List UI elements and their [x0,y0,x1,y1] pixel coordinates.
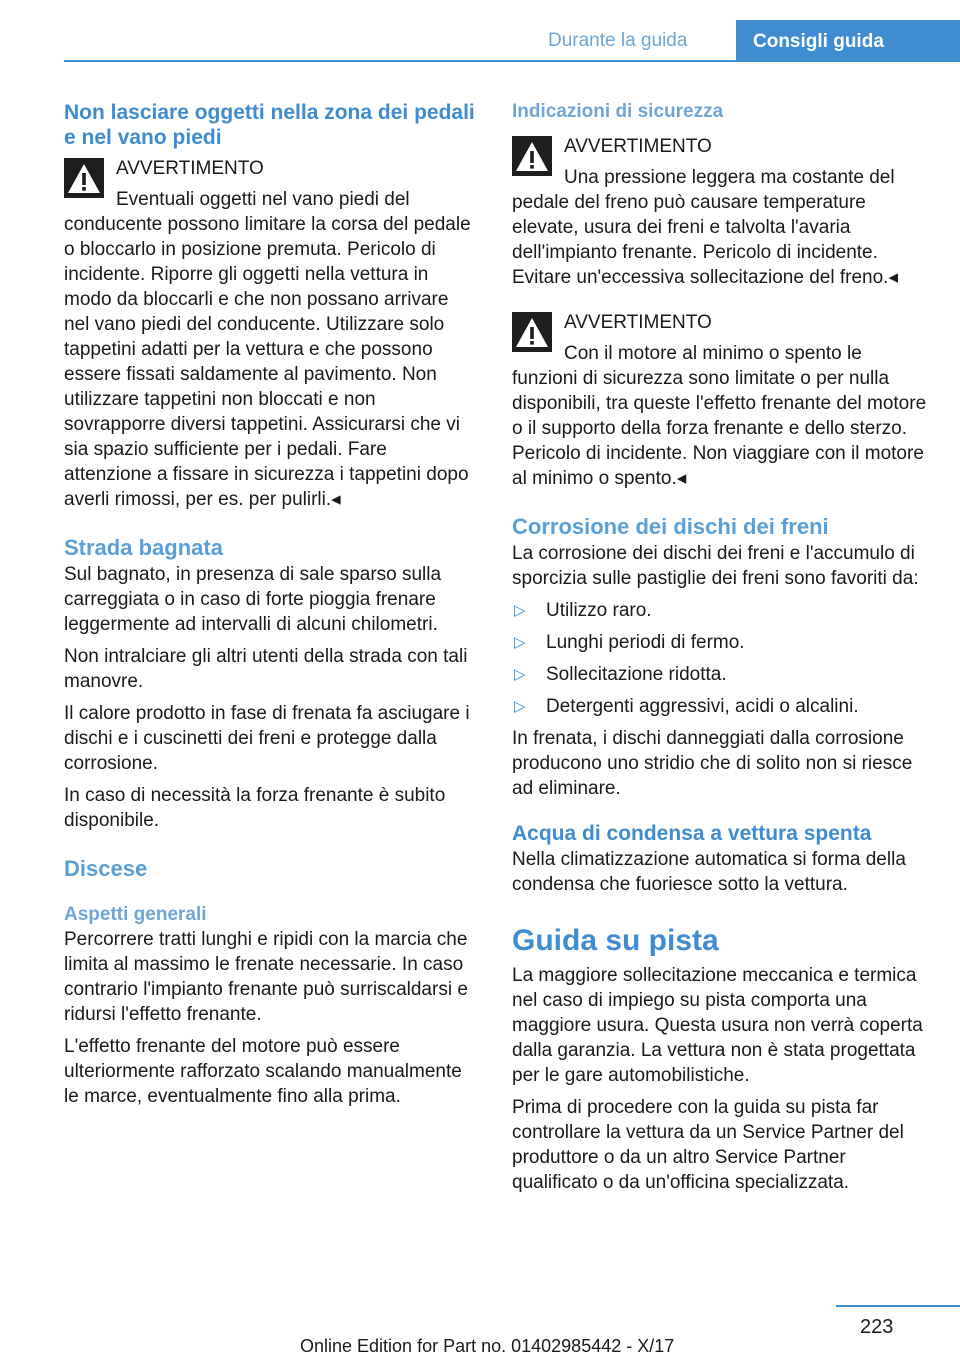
right-column [512,100,932,1202]
header-rule [64,60,960,62]
warning-text: Con il motore al minimo o spento le funzioni di sicurezza sono limitate o per nulla disponibili, tra queste l'effetto frenante del motore o il supporto della forza frenante e dello sterzo. Pericolo di incidente. Non viaggiare con il motore al minimo o spento.◂ [512,343,927,489]
page-number: 223 [860,1316,894,1338]
edition-footer: Online Edition for Part no. 01402985442 - X/17 [300,1336,675,1356]
paragraph: Prima di procedere con la guida su pista far controllare la vettura da un Service Partner del produttore o da un altro Service Partner qualificato o da un'officina specializzata. [512,1097,904,1193]
heading-pedals: Non lasciare oggetti nella zona dei pedali e nel vano piedi [64,101,475,149]
heading-wet-road: Strada bagnata [64,535,223,560]
warning-block-engine-off [512,310,932,491]
list-item [512,598,932,623]
heading-brake-corrosion: Corrosione dei dischi dei freni [512,514,829,539]
warning-triangle-icon [512,136,552,176]
heading-condensate: Acqua di condensa a vettura spenta [512,822,872,845]
list-item [512,630,932,655]
corrosion-causes-list [512,598,932,719]
warning-text: Eventuali oggetti nel vano piedi del conducente possono limitare la corsa del pedale o bloccarlo in posizione premuta. Pericolo di incidente. Riporre gli oggetti nella vettura in modo da bloccarli e che non possano arrivare nel vano piedi del conducente. Utilizzare solo tappetini adatti per la vettura e che possono essere fissati saldamente al pavimento. Non utilizzare tappetini non bloccati e non sovrapporre diversi tappetini. Assicurarsi che vi sia spazio sufficiente per i pedali. Fare attenzione a fissare in sicurezza i tappetini dopo averli rimossi, per es. per pulirli.◂ [64,189,471,510]
warning-block-brake-pressure [512,134,932,290]
heading-track-driving: Guida su pista [512,924,719,957]
heading-descents: Discese [64,856,148,881]
warning-block-pedals [64,156,478,512]
list-item-text: Sollecitazione ridotta. [546,664,727,685]
warning-text: Una pressione leggera ma costante del pedale del freno può causare temperature elevate, usura dei freni e talvolta l'avaria dell'impianto frenante. Pericolo di incidente. Evitare un'eccessiva sollecitazione del freno.◂ [512,167,898,288]
warning-label: AVVERTIMENTO [564,136,712,157]
heading-general-aspects: Aspetti generali [64,904,207,925]
paragraph: Il calore prodotto in fase di frenata fa asciugare i dischi e i cuscinetti dei freni e protegge dalla corrosione. [64,703,470,774]
header-chapter-tab: Consigli guida [736,20,960,62]
list-item-text: Utilizzo raro. [546,600,652,621]
warning-label: AVVERTIMENTO [564,312,712,333]
header-section-title: Durante la guida [548,30,688,51]
triangle-bullet-icon: ▷ [514,602,526,619]
triangle-bullet-icon: ▷ [514,698,526,715]
left-column [64,100,478,1116]
list-item-text: Lunghi periodi di fermo. [546,632,745,653]
paragraph: La corrosione dei dischi dei freni e l'accumulo di sporcizia sulle pastiglie dei freni sono favoriti da: [512,543,919,589]
warning-triangle-icon [512,312,552,352]
paragraph: Non intralciare gli altri utenti della strada con tali manovre. [64,646,468,692]
list-item [512,662,932,687]
list-item [512,694,932,719]
paragraph: Nella climatizzazione automatica si forma della condensa che fuoriesce sotto la vettura. [512,849,906,895]
paragraph: La maggiore sollecitazione meccanica e termica nel caso di impiego su pista comporta una maggiore usura. Questa usura non verrà coperta dalla garanzia. La vettura non è stata progettata per le gare automobilistiche. [512,965,923,1086]
page-header [0,0,960,62]
warning-label: AVVERTIMENTO [116,158,264,179]
paragraph: In frenata, i dischi danneggiati dalla corrosione producono uno stridio che di solito non si riesce ad eliminare. [512,728,913,799]
paragraph: Sul bagnato, in presenza di sale sparso sulla carreggiata o in caso di forte pioggia frenare leggermente ad intervalli di alcuni chilometri. [64,564,442,635]
paragraph: L'effetto frenante del motore può essere ulteriormente rafforzato scalando manualmente le marce, eventualmente fino alla prima. [64,1036,462,1107]
warning-triangle-icon [64,158,104,198]
triangle-bullet-icon: ▷ [514,634,526,651]
paragraph: Percorrere tratti lunghi e ripidi con la marcia che limita al massimo le frenate necessarie. In caso contrario l'impianto frenante può surriscaldarsi e ridursi l'effetto frenante. [64,929,468,1025]
paragraph: In caso di necessità la forza frenante è subito disponibile. [64,785,446,831]
footer-rule [836,1305,960,1307]
heading-safety-notes: Indicazioni di sicurezza [512,101,724,122]
list-item-text: Detergenti aggressivi, acidi o alcalini. [546,696,859,717]
triangle-bullet-icon: ▷ [514,666,526,683]
